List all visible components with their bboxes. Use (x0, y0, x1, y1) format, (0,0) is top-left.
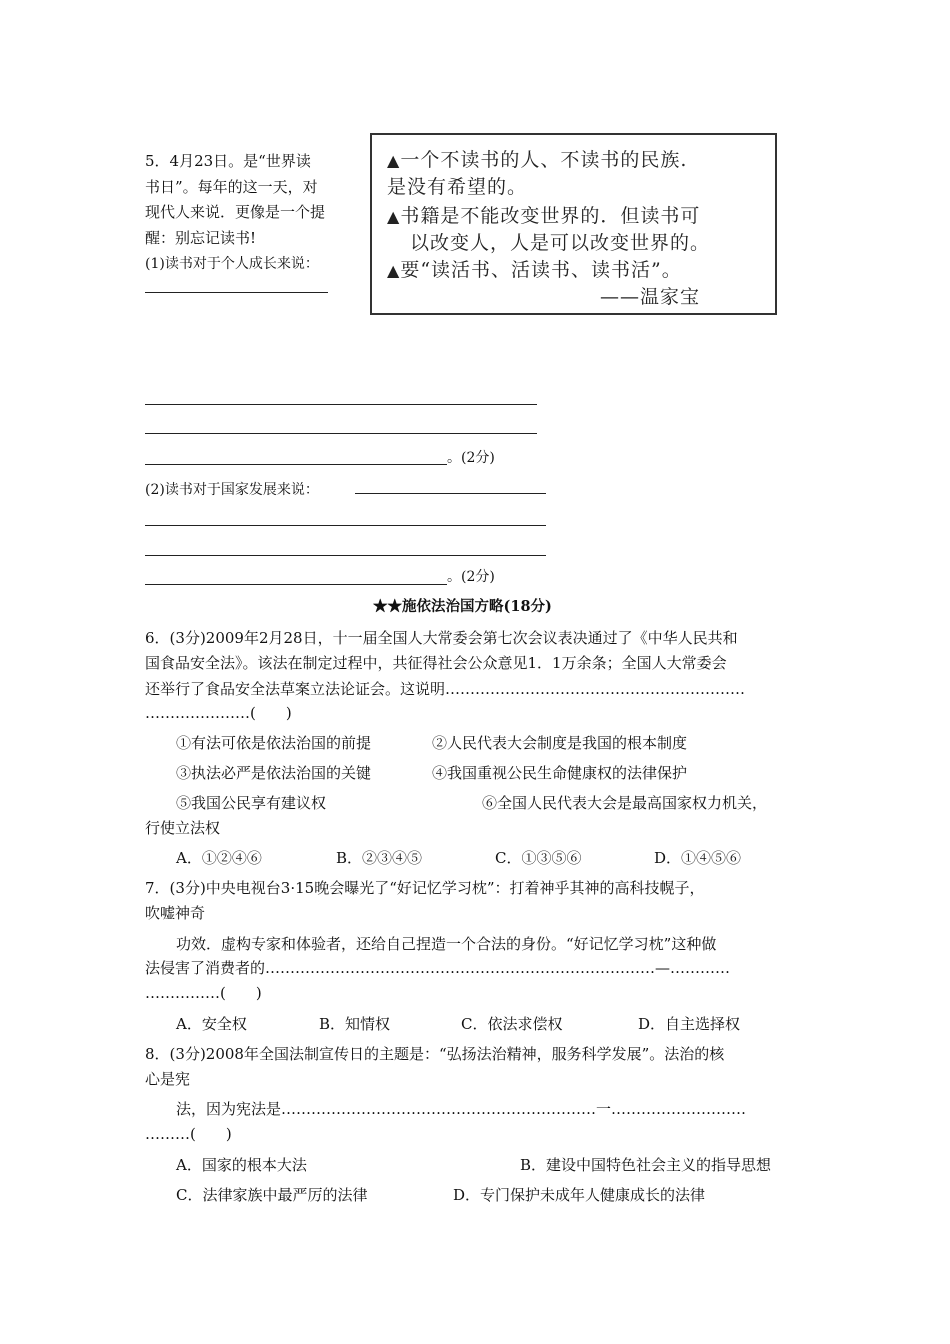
q6-choice-b[interactable]: B．②③④⑤ (336, 849, 423, 867)
q8-line-2: 心是宪 (145, 1070, 191, 1088)
q6-line-1: 6．(3分)2009年2月28日，十一届全国人大常委会第七次会议表决通过了《中华人民共和 (145, 629, 738, 647)
q5-intro-line-1: 5．4月23日。是“世界读 (145, 152, 311, 170)
q7-line-3: 功效．虚构专家和体验者，还给自己捏造一个合法的身份。“好记忆学习枕”这种做 (176, 935, 717, 953)
q5-intro-line-2: 书日”。每年的这一天，对 (145, 178, 318, 196)
q6-option-1: ①有法可依是依法治国的前提 (176, 734, 372, 752)
triangle-icon: ▲ (387, 261, 401, 280)
q7-choice-d[interactable]: D．自主选择权 (638, 1015, 741, 1033)
q5-sub1-answer-line-3[interactable] (145, 433, 537, 434)
q7-line-2: 吹嘘神奇 (145, 904, 206, 922)
quote-line-1: ▲一个不读书的人、不读书的民族. (387, 149, 688, 171)
quote-box (370, 133, 777, 315)
q6-option-6-cont: 行使立法权 (145, 819, 221, 837)
q8-line-1: 8．(3分)2008年全国法制宣传日的主题是：“弘扬法治精神，服务科学发展”。法治的核 (145, 1045, 725, 1063)
q5-sub2-answer-line-3[interactable] (145, 555, 546, 556)
quote-line-2: 是没有希望的。 (387, 176, 528, 198)
q5-sub2-label: (2)读书对于国家发展来说： (145, 482, 319, 498)
q6-choice-a[interactable]: A．①②④⑥ (176, 849, 262, 867)
q6-option-2: ②人民代表大会制度是我国的根本制度 (432, 734, 688, 752)
q6-choice-c[interactable]: C．①③⑤⑥ (495, 849, 582, 867)
q5-sub2-answer-line-4[interactable] (145, 584, 447, 585)
quote-line-4: 以改变人，人是可以改变世界的。 (410, 232, 711, 254)
q6-option-5: ⑤我国公民享有建议权 (176, 794, 327, 812)
q8-line-4: ………( ) (145, 1125, 232, 1143)
q6-option-4: ④我国重视公民生命健康权的法律保护 (432, 764, 688, 782)
q6-option-6: ⑥全国人民代表大会是最高国家权力机关， (482, 794, 768, 812)
q5-sub1-answer-line-1[interactable] (145, 292, 328, 293)
q7-line-4: 法侵害了消费者的……………………………………………………………………—………… (145, 959, 731, 977)
q8-choice-d[interactable]: D．专门保护未成年人健康成长的法律 (453, 1186, 706, 1204)
q8-choice-b[interactable]: B．建设中国特色社会主义的指导思想 (520, 1156, 772, 1174)
triangle-icon: ▲ (387, 207, 401, 226)
q8-choice-a[interactable]: A．国家的根本大法 (176, 1156, 307, 1174)
q7-line-5: ……………( ) (145, 984, 262, 1002)
q8-line-3: 法，因为宪法是………………………………………………………一……………………… (176, 1100, 747, 1118)
quote-attribution: ——温家宝 (600, 286, 701, 308)
triangle-icon: ▲ (387, 151, 401, 170)
q7-choice-c[interactable]: C．依法求偿权 (461, 1015, 563, 1033)
q5-sub1-answer-line-4[interactable] (145, 464, 447, 465)
q7-line-1: 7．(3分)中央电视台3·15晚会曝光了“好记忆学习枕”：打着神乎其神的高科技幌子， (145, 879, 705, 897)
section-heading: ★★施依法治国方略(18分) (373, 598, 552, 615)
q6-option-3: ③执法必严是依法治国的关键 (176, 764, 372, 782)
q8-choice-c[interactable]: C．法律家族中最严厉的法律 (176, 1186, 368, 1204)
quote-line-5: ▲要“读活书、活读书、读书活”。 (387, 259, 682, 281)
q5-sub1-answer-line-2[interactable] (145, 404, 537, 405)
q5-intro-line-3: 现代人来说．更像是一个提 (145, 203, 326, 221)
q5-sub1-score: 。(2分) (447, 450, 495, 466)
q7-choice-b[interactable]: B．知情权 (319, 1015, 391, 1033)
q5-intro-line-4: 醒：别忘记读书! (145, 229, 257, 247)
q6-line-3: 还举行了食品安全法草案立法论证会。这说明…………………………………………………… (145, 680, 746, 698)
q5-sub2-answer-line-1[interactable] (355, 493, 546, 494)
q5-sub2-score: 。(2分) (447, 569, 495, 585)
quote-line-3: ▲书籍是不能改变世界的．但读书可 (387, 205, 701, 227)
q6-choice-d[interactable]: D．①④⑤⑥ (654, 849, 742, 867)
q5-sub2-answer-line-2[interactable] (145, 525, 546, 526)
q6-line-4: …………………( ) (145, 704, 292, 722)
q6-line-2: 国食品安全法》。该法在制定过程中，共征得社会公众意见1．1万余条；全国人大常委会 (145, 654, 727, 672)
q5-sub1-label: (1)读书对于个人成长来说： (145, 256, 319, 272)
q7-choice-a[interactable]: A．安全权 (176, 1015, 247, 1033)
